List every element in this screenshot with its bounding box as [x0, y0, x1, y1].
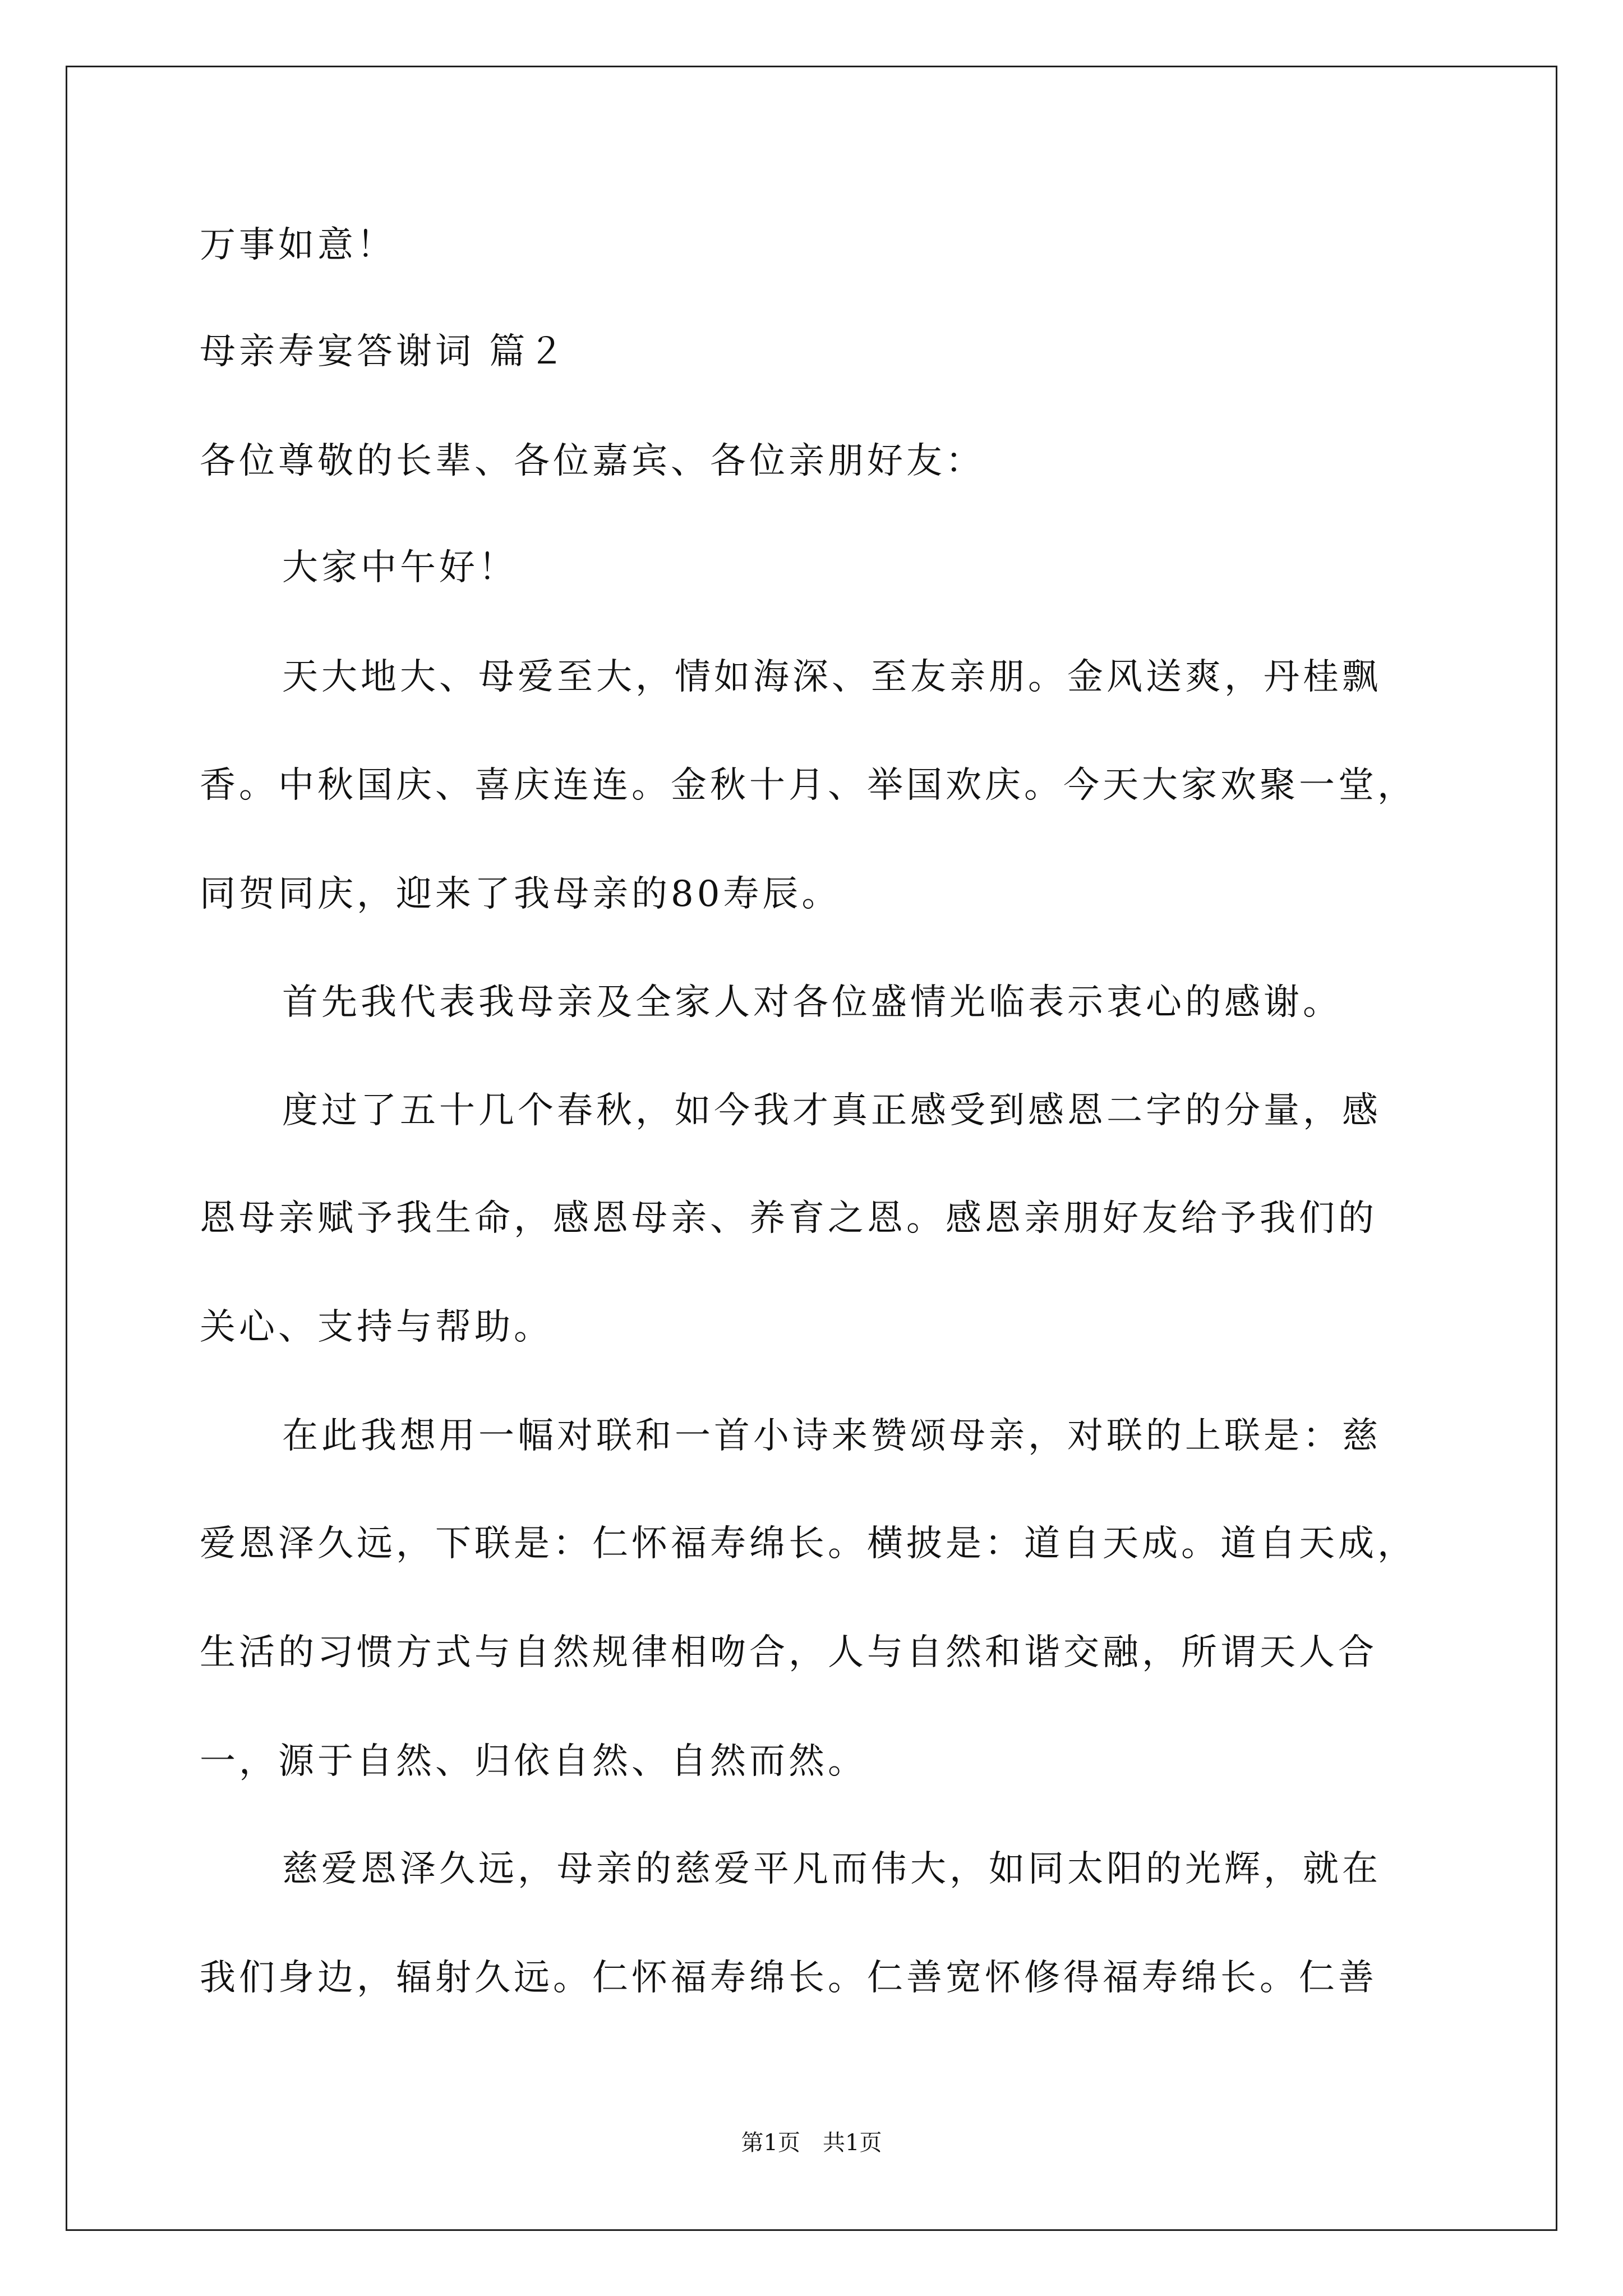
paragraph-3-line-2: 恩母亲赋予我生命，感恩母亲、养育之恩。感恩亲朋好友给予我们的: [200, 1198, 1377, 1239]
paragraph-1-line-3: 同贺同庆，迎来了我母亲的80寿辰。: [200, 873, 841, 915]
paragraph-4-line-4: 一，源于自然、归依自然、自然而然。: [200, 1741, 867, 1782]
page-footer: 第1页 共1页: [741, 2130, 882, 2156]
greeting-line: 大家中午好！: [282, 547, 518, 588]
paragraph-2-line-1: 首先我代表我母亲及全家人对各位盛情光临表示衷心的感谢。: [282, 982, 1342, 1023]
page-border: [66, 66, 1557, 2231]
paragraph-4-line-1: 在此我想用一幅对联和一首小诗来赞颂母亲，对联的上联是：慈: [282, 1415, 1381, 1457]
paragraph-5-line-1: 慈爱恩泽久远，母亲的慈爱平凡而伟大，如同太阳的光辉，就在: [282, 1848, 1381, 1890]
paragraph-4-line-3: 生活的习惯方式与自然规律相吻合，人与自然和谐交融，所谓天人合: [200, 1632, 1377, 1673]
paragraph-5-line-2: 我们身边，辐射久远。仁怀福寿绵长。仁善宽怀修得福寿绵长。仁善: [200, 1957, 1377, 1999]
salutation-line: 各位尊敬的长辈、各位嘉宾、各位亲朋好友：: [200, 440, 985, 482]
closing-line: 万事如意！: [200, 224, 396, 266]
paragraph-3-line-1: 度过了五十几个春秋，如今我才真正感受到感恩二字的分量，感: [282, 1090, 1381, 1131]
paragraph-1-line-1: 天大地大、母爱至大，情如海深、至友亲朋。金风送爽，丹桂飘: [282, 656, 1381, 698]
paragraph-1-line-2: 香。中秋国庆、喜庆连连。金秋十月、举国欢庆。今天大家欢聚一堂，: [200, 765, 1417, 806]
section-title: 母亲寿宴答谢词 篇２: [200, 331, 568, 372]
paragraph-3-line-3: 关心、支持与帮助。: [200, 1306, 553, 1348]
paragraph-4-line-2: 爱恩泽久远，下联是：仁怀福寿绵长。横披是：道自天成。道自天成，: [200, 1523, 1417, 1565]
